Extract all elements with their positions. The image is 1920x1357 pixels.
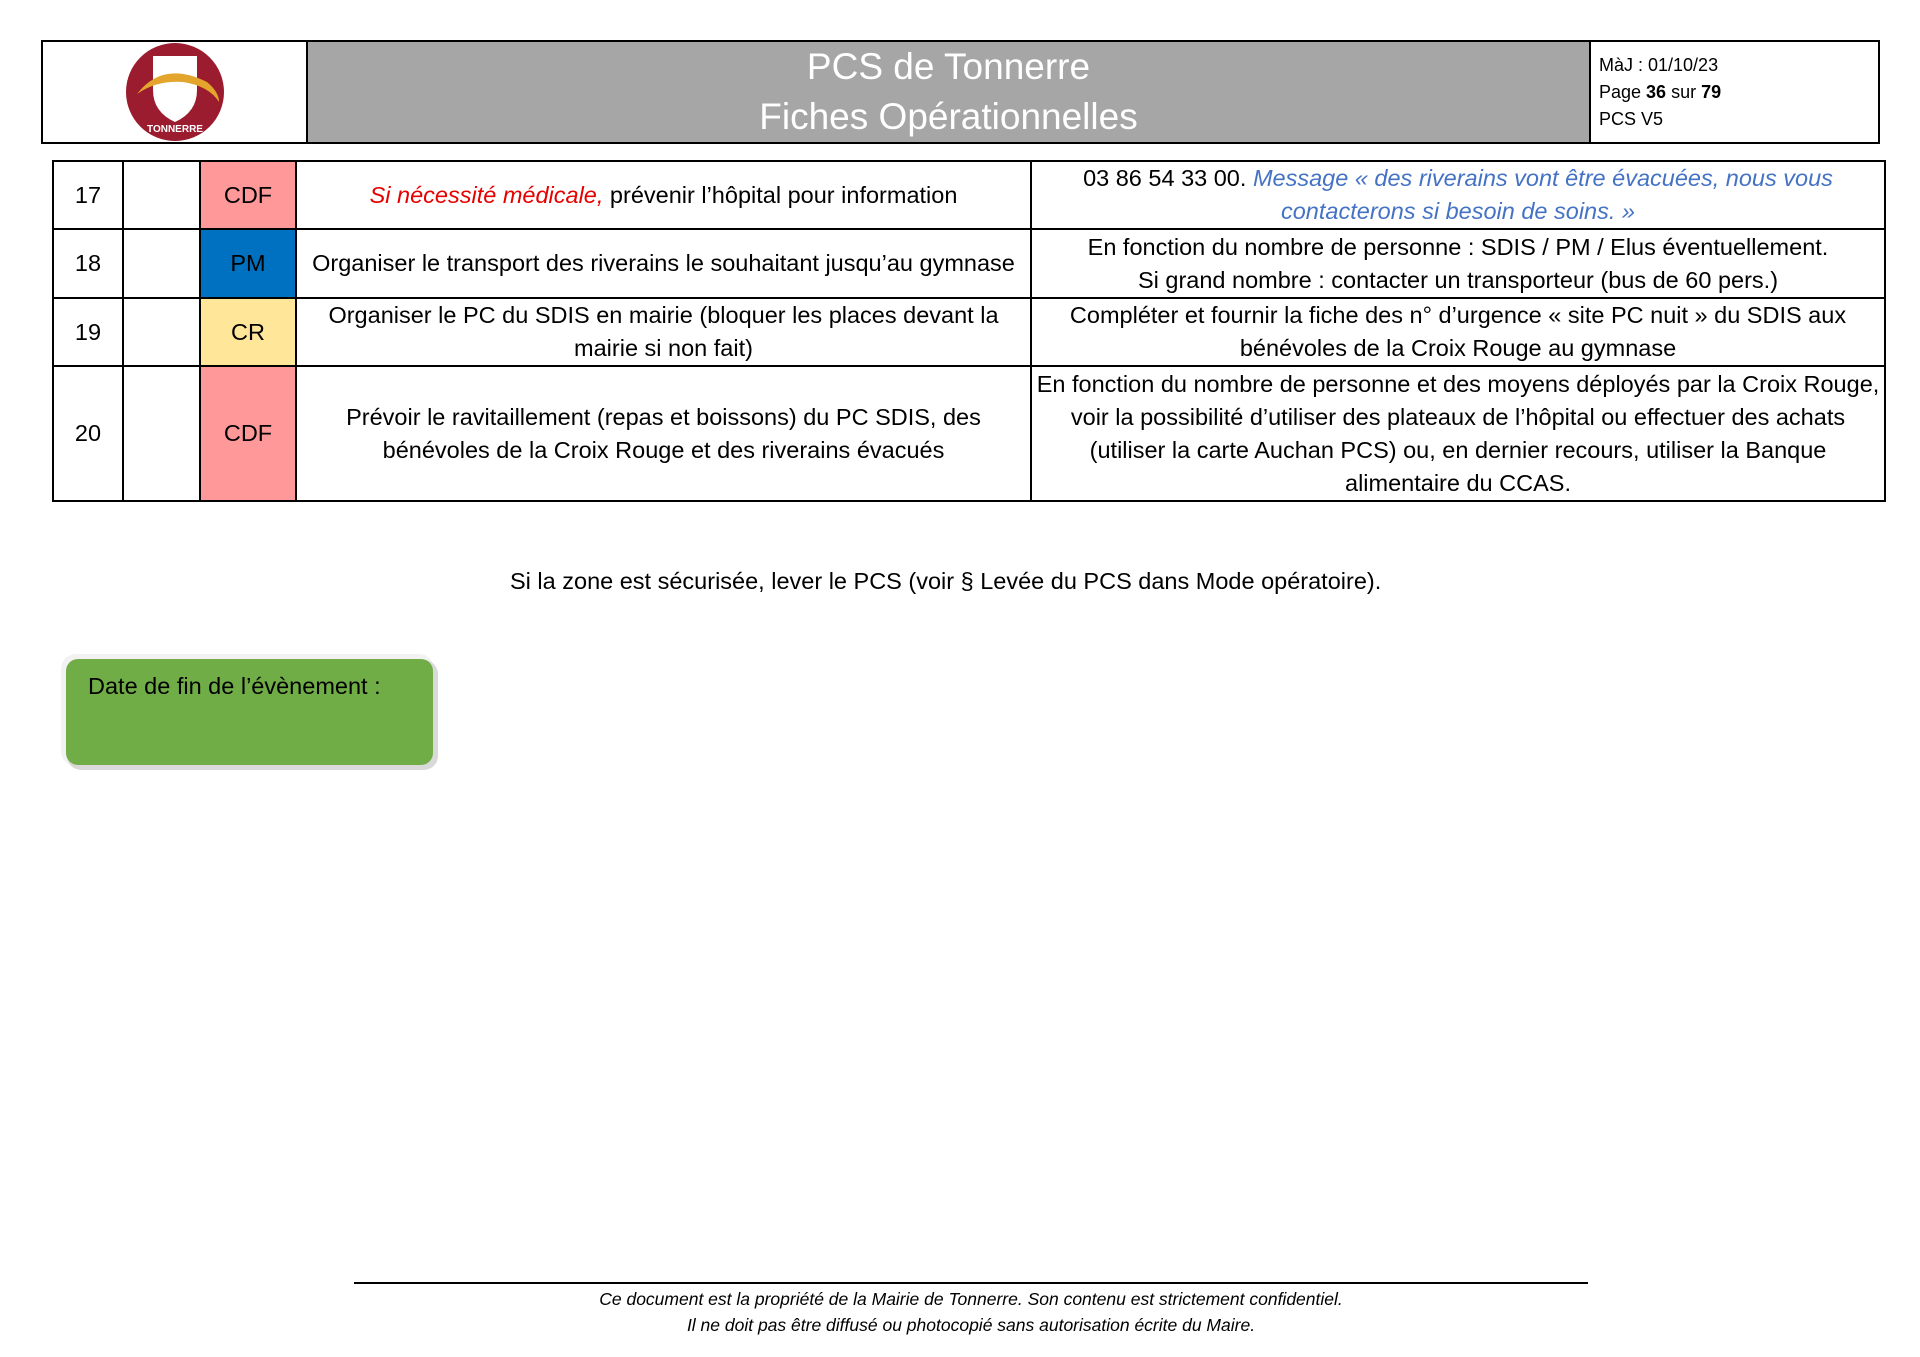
end-date-box [66, 659, 433, 765]
logo-cell [43, 42, 308, 142]
row-action: Organiser le PC du SDIS en mairie (bloquer les places devant la mairie si non fait) [296, 298, 1031, 366]
table-row [53, 161, 1885, 229]
version-label: PCS V5 [1599, 109, 1664, 129]
page-counter: Page 36 sur 79 [1599, 82, 1722, 102]
page-current: 36 [1646, 82, 1667, 102]
row-responsible: CDF [200, 161, 296, 229]
row-info [1031, 161, 1885, 229]
page-total: 79 [1701, 82, 1722, 102]
row-check-cell [123, 366, 200, 501]
page-header [41, 40, 1880, 144]
table-row [53, 366, 1885, 501]
row-action: Prévoir le ravitaillement (repas et boissons) du PC SDIS, des bénévoles de la Croix Rouge et des riverains évacués [296, 366, 1031, 501]
title-line-2: Fiches Opérationnelles [759, 96, 1138, 137]
row-check-cell [123, 229, 200, 298]
action-highlight: Si nécessité médicale, [369, 181, 604, 208]
row-action: Organiser le transport des riverains le souhaitant jusqu’au gymnase [296, 229, 1031, 298]
row-number: 19 [53, 298, 123, 366]
row-number: 17 [53, 161, 123, 229]
footer-divider [354, 1282, 1588, 1284]
tonnerre-logo [123, 42, 227, 142]
row-responsible: PM [200, 229, 296, 298]
page-footer [354, 1286, 1588, 1338]
phone-number: 03 86 54 33 00. [1083, 165, 1247, 191]
update-date: MàJ : 01/10/23 [1599, 55, 1719, 75]
row-info: Compléter et fournir la fiche des n° d’urgence « site PC nuit » du SDIS aux bénévoles de la Croix Rouge au gymnase [1031, 298, 1885, 366]
header-meta [1591, 42, 1878, 142]
table-row [53, 229, 1885, 298]
header-title [308, 42, 1591, 142]
row-responsible: CDF [200, 366, 296, 501]
row-check-cell [123, 161, 200, 229]
operations-table [52, 160, 1886, 502]
row-number: 20 [53, 366, 123, 501]
row-check-cell [123, 298, 200, 366]
title-line-1: PCS de Tonnerre [806, 46, 1091, 87]
footer-line-2: Il ne doit pas être diffusé ou photocopié sans autorisation écrite du Maire. [686, 1315, 1256, 1335]
info-message: Message « des riverains vont être évacuées, nous vous contacterons si besoin de soins. » [1252, 165, 1833, 224]
row-info: En fonction du nombre de personne et des moyens déployés par la Croix Rouge, voir la possibilité d’utiliser des plateaux de l’hôpital ou effectuer des achats (utiliser la carte Auchan PCS) ou, en dernier recours, utiliser la Banque alimentaire du CCAS. [1031, 366, 1885, 501]
table-row [53, 298, 1885, 366]
row-responsible: CR [200, 298, 296, 366]
row-number: 18 [53, 229, 123, 298]
svg-text:TONNERRE: TONNERRE [146, 124, 203, 135]
row-info: En fonction du nombre de personne : SDIS / PM / Elus éventuellement. Si grand nombre : contacter un transporteur (bus de 60 pers.) [1031, 229, 1885, 298]
footer-line-1: Ce document est la propriété de la Mairie de Tonnerre. Son contenu est strictement confidentiel. [599, 1289, 1343, 1309]
end-date-label: Date de fin de l’évènement : [88, 673, 381, 699]
row-action: Si nécessité médicale, prévenir l’hôpital pour information [296, 161, 1031, 229]
